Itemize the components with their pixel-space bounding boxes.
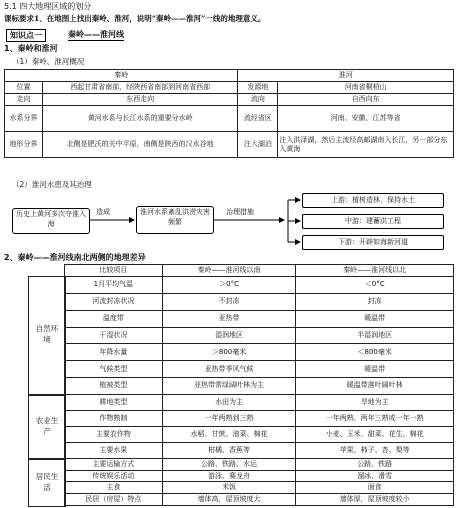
group-natural [28,276,66,396]
group-natural-label: 自然环境 [35,324,59,344]
row-value: 黄河水系与长江水系的重要分水岭 [42,106,238,132]
row-label: 位置 [5,82,43,94]
row-value: ＜800毫米 [296,344,454,361]
row-label: 流向 [238,94,278,106]
row-value: 河南、安徽、江苏等省 [278,106,454,132]
table-row [65,361,454,378]
row-label: 河流封冻状况 [65,293,163,310]
group-agriculture-label: 农业生产 [35,416,59,436]
subsection-subheading: （1）秦岭、淮河概况 [12,57,85,66]
table-row [65,426,454,442]
table-row [65,470,454,482]
row-value: ＜0°C [296,277,454,294]
row-value: 苹果、柿子、杏、梨等 [296,442,454,458]
row-value: 水稻、甘蔗、油菜、棉花 [162,426,296,442]
row-label: 温度带 [65,310,163,327]
row-value: 一年两熟到三熟 [162,410,296,426]
flow-measure-midstream: 中游：建蓄洪工程 [302,214,444,229]
north-south-comparison-table [64,264,454,506]
row-value: 自西向东 [278,94,454,106]
table-row [65,310,454,327]
row-value: 旱地为主 [296,394,454,410]
row-value: ＞800毫米 [162,344,296,361]
group-residents-label: 居民生活 [35,472,59,492]
row-value: 半湿润地区 [296,327,454,344]
row-label: 主要运输方式 [65,458,163,470]
row-value: 公路、铁路、水运 [162,458,296,470]
row-value: 东西走向 [42,94,238,106]
flow-heading: （2）淮河水患及其治理 [12,180,92,189]
row-value: 暖温带 [296,361,454,378]
table-header-cell: 秦岭——淮河线以北 [296,265,454,277]
row-value: 亚热带 [162,310,296,327]
row-value: 游泳、赛龙舟 [162,470,296,482]
group-agriculture [28,394,66,460]
row-value: 西起甘肃省南部，经陕西省南部到河南省西部 [42,82,238,94]
table-row [65,344,454,361]
curriculum-requirement: 课标要求1、在地图上找出秦岭、淮河，说明“秦岭——淮河”一线的地理意义。 [4,14,266,23]
table-row [65,293,454,310]
flow-cause-box: 历史上黄河多次夺淮入海 [12,208,90,234]
table-row [65,494,454,506]
table-row [65,327,454,344]
row-value: 一年两熟、两年三熟或一年一熟 [296,410,454,426]
row-value: 亚热带季风气候 [162,361,296,378]
row-value: ＞0°C [162,277,296,294]
flow-measure-downstream: 下游：开辟如海新河道 [302,235,444,250]
row-label: 气候类型 [65,361,163,378]
row-label: 水系分界 [5,106,43,132]
row-value: 注入洪泽湖，然后主流经高邮湖南入长江，另一部分东入黄海 [278,132,454,158]
row-value: 暖温带落叶阔叶林 [296,378,454,395]
row-value: 米饭 [162,482,296,494]
row-label: 发源地 [238,82,278,94]
row-value: 湿润地区 [162,327,296,344]
row-label: 主食 [65,482,163,494]
row-value: 不封冻 [162,293,296,310]
row-label: 走向 [5,94,43,106]
row-value: 小麦、玉米、甜菜、花生、棉花 [296,426,454,442]
row-value: 封冻 [296,293,454,310]
table-row [65,410,454,426]
knowledge-point-label: 知识点一 [6,29,46,42]
row-value: 水田为主 [162,394,296,410]
subsection-heading-1: 1、秦岭和淮河 [4,44,58,53]
header-huaihe: 淮河 [238,70,454,82]
row-label: 地形分界 [5,132,43,158]
row-value: 面食 [296,482,454,494]
row-value: 河南省桐柏山 [278,82,454,94]
flow-cause-label: 造成 [96,208,110,216]
table-header-row [65,265,454,277]
flow-effect-box: 淮河水系紊乱洪涝灾害频繁 [136,206,214,234]
row-value: 亚热带常绿阔叶林为主 [162,378,296,395]
table-header-cell: 秦岭——淮河线以南 [162,265,296,277]
row-label: 传统娱乐活动 [65,470,163,482]
row-label: 干湿状况 [65,327,163,344]
row-label: 注入湖泊 [238,132,278,158]
row-label: 1月平均气温 [65,277,163,294]
row-label: 年降水量 [65,344,163,361]
section-heading: 5.1 四大地理区域的划分 [4,2,92,11]
row-value: 北侧是肥沃的关中平原，南侧是陕西的汉水谷地 [42,132,238,158]
row-label: 耕地类型 [65,394,163,410]
row-label: 民居（房屋）特点 [65,494,163,506]
row-label: 主要水果 [65,442,163,458]
flow-measure-upstream: 上游：植树造林，保持水土 [302,193,444,208]
row-value: 墙体厚，屋顶坡度较小 [296,494,454,506]
row-value: 溜冰、滑雪 [296,470,454,482]
table-row [65,378,454,395]
knowledge-point-title: 秦岭——淮河线 [68,30,124,39]
flow-action-label: 治理措施 [226,208,254,216]
row-label: 植被类型 [65,378,163,395]
row-label: 主要农作物 [65,426,163,442]
section2-heading: 2、秦岭——淮河线南北两侧的地理差异 [4,253,146,262]
header-qinling: 秦岭 [5,70,238,82]
table-header-cell: 比较项目 [65,265,163,277]
table-row [65,482,454,494]
row-value: 暖温带 [296,310,454,327]
table-row [65,458,454,470]
row-value: 公路、铁路 [296,458,454,470]
group-residents [28,458,66,507]
row-label: 流经省区 [238,106,278,132]
row-label: 作物熟制 [65,410,163,426]
table-row [65,394,454,410]
table-row [65,277,454,294]
row-value: 墙体高，屋顶坡度大 [162,494,296,506]
row-value: 柑橘、香蕉等 [162,442,296,458]
table-row [65,442,454,458]
